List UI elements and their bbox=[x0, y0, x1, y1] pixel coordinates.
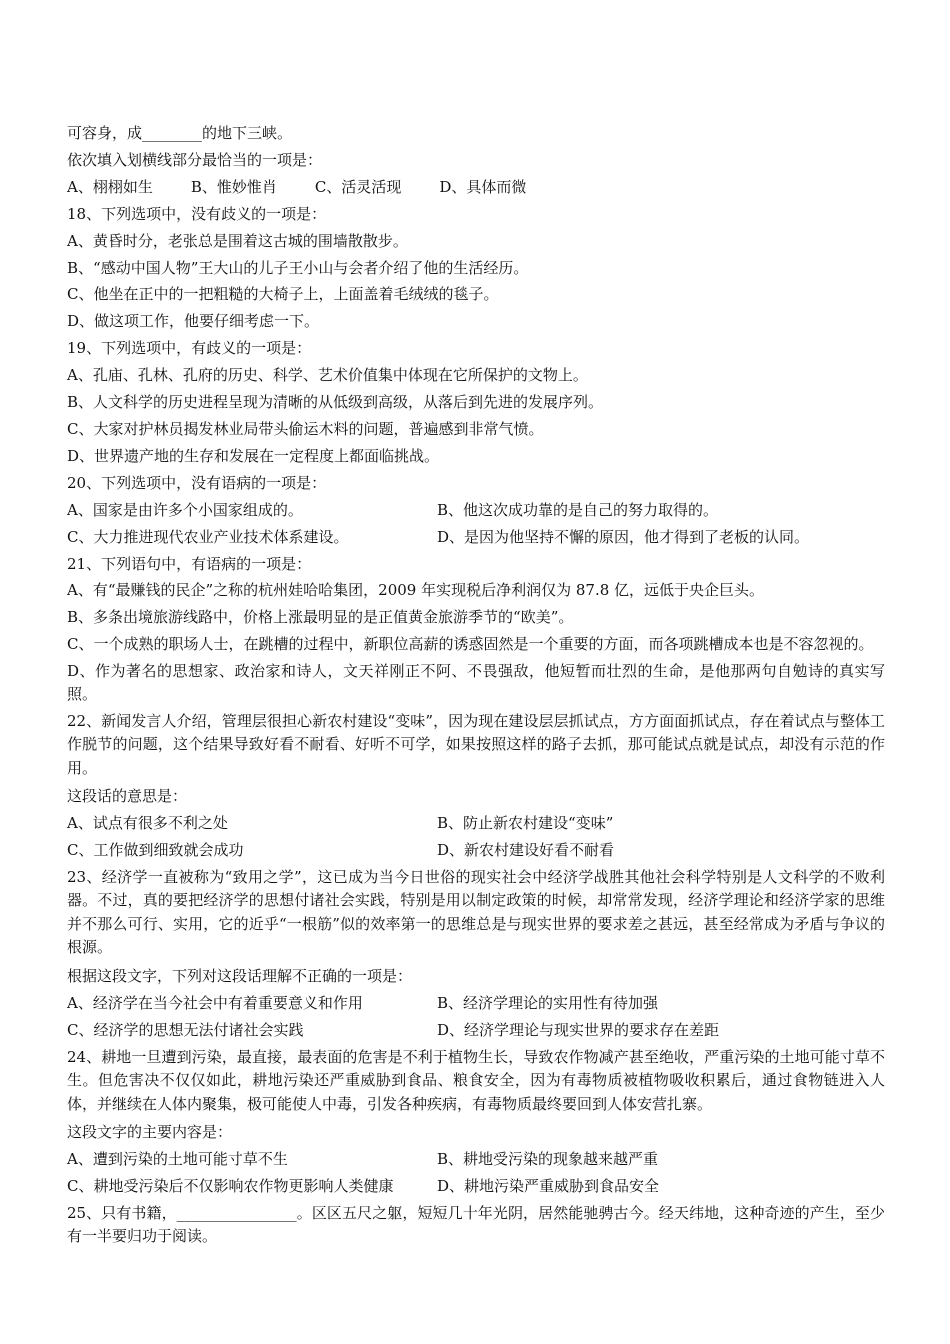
option-d: D、是因为他坚持不懈的原因，他才得到了老板的认同。 bbox=[437, 527, 810, 546]
option-row bbox=[67, 1173, 885, 1200]
option-d: D、经济学理论与现实世界的要求存在差距 bbox=[437, 1020, 720, 1039]
question-19: 19、下列选项中，有歧义的一项是： bbox=[67, 339, 312, 358]
question-18: 18、下列选项中，没有歧义的一项是： bbox=[67, 204, 327, 223]
option-b: B、多条出境旅游线路中，价格上涨最明显的是正值黄金旅游季节的“欧美”。 bbox=[67, 608, 574, 627]
question-prompt: 根据这段文字，下列对这段话理解不正确的一项是： bbox=[67, 966, 413, 985]
option-row bbox=[67, 524, 885, 551]
option-d: D、作为著名的思想家、政治家和诗人，文天祥刚正不阿、不畏强敌，他短暂而壮烈的生命，是他那两句自勉诗的真实写照。 bbox=[67, 661, 885, 704]
document-page bbox=[67, 120, 885, 1252]
option-c: C、活灵活现 bbox=[314, 177, 402, 196]
question-24: 24、耕地一旦遭到污染，最直接，最表面的危害是不利于植物生长，导致农作物减产甚至绝收，严重污染的土地可能寸草不生。但危害决不仅仅如此，耕地污染还严重威胁到食品、粮食安全，因为有毒物质被植物吸收积累后，通过食物链进入人体，并继续在人体内聚集，极可能使人中毒，引发各种疾病，有毒物质最终要回到人体安营扎寨。 bbox=[67, 1047, 885, 1113]
option-b: B、惟妙惟肖 bbox=[190, 177, 277, 196]
option-a: A、国家是由许多个小国家组成的。 bbox=[67, 500, 303, 519]
option-row bbox=[67, 837, 885, 864]
question-21: 21、下列语句中，有语病的一项是： bbox=[67, 554, 312, 573]
option-b: B、“感动中国人物”王大山的儿子王小山与会者介绍了他的生活经历。 bbox=[67, 258, 529, 277]
option-d: D、做这项工作，他要仔细考虑一下。 bbox=[67, 312, 320, 331]
option-row bbox=[67, 990, 885, 1017]
option-c: C、耕地受污染后不仅影响农作物更影响人类健康 bbox=[67, 1176, 394, 1195]
option-row bbox=[67, 810, 885, 837]
option-d: D、耕地污染严重威胁到食品安全 bbox=[437, 1176, 660, 1195]
option-b: B、经济学理论的实用性有待加强 bbox=[437, 993, 659, 1012]
option-b: B、人文科学的历史进程呈现为清晰的从低级到高级，从落后到先进的发展序列。 bbox=[67, 393, 604, 412]
option-d: D、新农村建设好看不耐看 bbox=[437, 841, 615, 860]
option-d: D、具体而微 bbox=[439, 177, 527, 196]
option-a: A、经济学在当今社会中有着重要意义和作用 bbox=[67, 993, 363, 1012]
question-prompt: 依次填入划横线部分最恰当的一项是： bbox=[67, 150, 323, 169]
question-25: 25、只有书籍，________________。区区五尺之躯，短短几十年光阴，居然能驰骋古今。经天纬地，这种奇迹的产生，至少有一半要归功于阅读。 bbox=[67, 1203, 885, 1246]
option-a: A、栩栩如生 bbox=[67, 177, 153, 196]
option-a: A、遭到污染的土地可能寸草不生 bbox=[67, 1150, 288, 1169]
option-c: C、大力推进现代农业产业技术体系建设。 bbox=[67, 527, 349, 546]
option-b: B、耕地受污染的现象越来越严重 bbox=[437, 1150, 659, 1169]
option-a: A、黄昏时分，老张总是围着这古城的围墙散散步。 bbox=[67, 231, 408, 250]
option-a: A、孔庙、孔林、孔府的历史、科学、艺术价值集中体现在它所保护的文物上。 bbox=[67, 366, 588, 385]
option-row bbox=[67, 174, 885, 201]
question-prompt: 这段话的意思是： bbox=[67, 787, 188, 806]
option-c: C、他坐在正中的一把粗糙的大椅子上，上面盖着毛绒绒的毯子。 bbox=[67, 285, 499, 304]
question-23: 23、经济学一直被称为“致用之学”，这已成为当今日世俗的现实社会中经济学战胜其他社会科学特别是人文科学的不败利器。不过，真的要把经济学的思想付诸社会实践，特别是用以制定政策的时候，却常常发现，经济学理论和经济学家的思维并不那么可行、实用，它的近乎“一根筋”似的效率第一的思维总是与现实世界的要求差之甚远，甚至经常成为矛盾与争议的根源。 bbox=[67, 867, 885, 957]
option-row bbox=[67, 1146, 885, 1173]
option-a: A、试点有很多不利之处 bbox=[67, 814, 228, 833]
text-line: 可容身，成________的地下三峡。 bbox=[67, 124, 293, 142]
question-20: 20、下列选项中，没有语病的一项是： bbox=[67, 473, 327, 492]
option-c: C、工作做到细致就会成功 bbox=[67, 841, 244, 860]
option-row bbox=[67, 497, 885, 524]
option-b: B、他这次成功靠的是自己的努力取得的。 bbox=[437, 500, 719, 519]
question-prompt: 这段文字的主要内容是： bbox=[67, 1123, 233, 1142]
option-b: B、防止新农村建设“变味” bbox=[437, 814, 614, 833]
option-a: A、有“最赚钱的民企”之称的杭州娃哈哈集团，2009 年实现税后净利润仅为 87.8 亿，远低于央企巨头。 bbox=[67, 581, 765, 600]
option-row bbox=[67, 1017, 885, 1044]
question-22: 22、新闻发言人介绍，管理层很担心新农村建设“变味”，因为现在建设层层抓试点，方方面面抓试点，存在着试点与整体工作脱节的问题，这个结果导致好看不耐看、好听不可学，如果按照这样的路子去抓，那可能试点就是试点，却没有示范的作用。 bbox=[67, 711, 885, 777]
option-d: D、世界遗产地的生存和发展在一定程度上都面临挑战。 bbox=[67, 446, 440, 465]
option-c: C、大家对护林员揭发林业局带头偷运木料的问题，普遍感到非常气愤。 bbox=[67, 419, 544, 438]
option-c: C、一个成熟的职场人士，在跳槽的过程中，新职位高薪的诱惑固然是一个重要的方面，而各项跳槽成本也是不容忽视的。 bbox=[67, 635, 874, 654]
option-c: C、经济学的思想无法付诸社会实践 bbox=[67, 1020, 304, 1039]
